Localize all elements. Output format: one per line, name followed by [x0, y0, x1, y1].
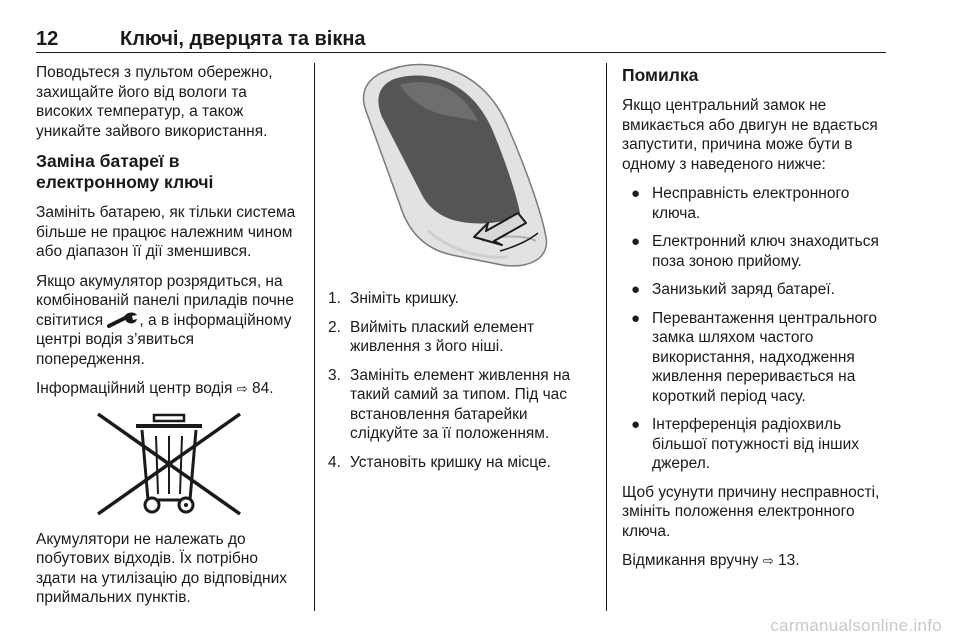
bullet-icon: ● — [631, 281, 641, 298]
page-number: 12 — [36, 28, 59, 50]
list-item: ● Електронний ключ знаходиться поза зоною прийому. — [631, 233, 879, 270]
intro-paragraph: Якщо центральний замок не вмикається або двигун не вдається запустити, причина може бути в одному з наведеного нижче: — [622, 97, 878, 173]
page-header — [36, 30, 886, 53]
reference-paragraph: Відмикання вручну ⇨ 13. — [622, 552, 800, 569]
list-item: ● Несправність електронного ключа. — [631, 185, 850, 222]
page-reference-arrow: ⇨ — [236, 382, 248, 397]
list-item: 4. Установіть кришку на місце. — [328, 453, 551, 471]
list-item: ● Інтерференція радіохвиль більшої потужності від інших джерел. — [631, 416, 860, 472]
bullet-icon: ● — [631, 416, 641, 433]
disposal-paragraph: Акумулятори не належать до побутових відходів. Їх потрібно здати на утилізацію до відповідних приймальних пунктів. — [36, 530, 288, 606]
reference-paragraph: Інформаційний центр водія ⇨ 84. — [36, 380, 274, 397]
crossed-bin-icon — [94, 412, 244, 516]
chapter-title: Ключі, дверцята та вікна — [120, 28, 366, 50]
section-heading: Заміна батареї в електронному ключі — [36, 151, 214, 192]
page-reference-link[interactable]: 84. — [251, 380, 274, 397]
page-reference-link[interactable]: 13. — [778, 552, 800, 569]
list-item: ● Занизький заряд батареї. — [631, 281, 835, 298]
middle-column — [328, 63, 592, 481]
bullet-icon: ● — [631, 309, 641, 327]
bullet-icon: ● — [631, 233, 641, 250]
battery-steps-list — [328, 289, 592, 472]
electronic-key-illustration — [332, 55, 594, 277]
right-column — [622, 63, 886, 582]
list-item: 2. Вийміть плаский елемент живлення з його ніші. — [328, 318, 535, 355]
left-column — [36, 63, 301, 618]
bullet-icon: ● — [631, 185, 641, 202]
paragraph: Замініть батарею, як тільки система більше не працює належним чином або діапазон її дії зменшився. — [36, 204, 296, 260]
page-reference-arrow: ⇨ — [762, 554, 774, 569]
wrench-icon — [107, 312, 139, 328]
intro-paragraph: Поводьтеся з пультом обережно, захищайте його від вологи та високих температур, а також уникайте зайвого використання. — [36, 64, 273, 140]
list-item: ● Перевантаження центрального замка шляхом частого використання, надходження живлення переривається на короткий період часу. — [631, 309, 878, 405]
fault-causes-list — [622, 184, 886, 474]
section-heading: Помилка — [622, 65, 699, 85]
list-item: 1. Зніміть кришку. — [328, 290, 459, 307]
outro-paragraph: Щоб усунути причину несправності, змініть положення електронного ключа. — [622, 483, 880, 540]
column-divider — [314, 63, 315, 611]
column-divider — [606, 63, 607, 611]
battery-warning-paragraph: Якщо акумулятор розрядиться, на комбінованій панелі приладів почне світитися , а в інформаційному центрі водія з’явиться попередження. — [36, 272, 294, 368]
watermark: carmanualsonline.info — [770, 616, 942, 635]
list-item: 3. Замініть елемент живлення на такий самий за типом. Під час встановлення батарейки слідкуйте за її положенням. — [328, 366, 571, 442]
